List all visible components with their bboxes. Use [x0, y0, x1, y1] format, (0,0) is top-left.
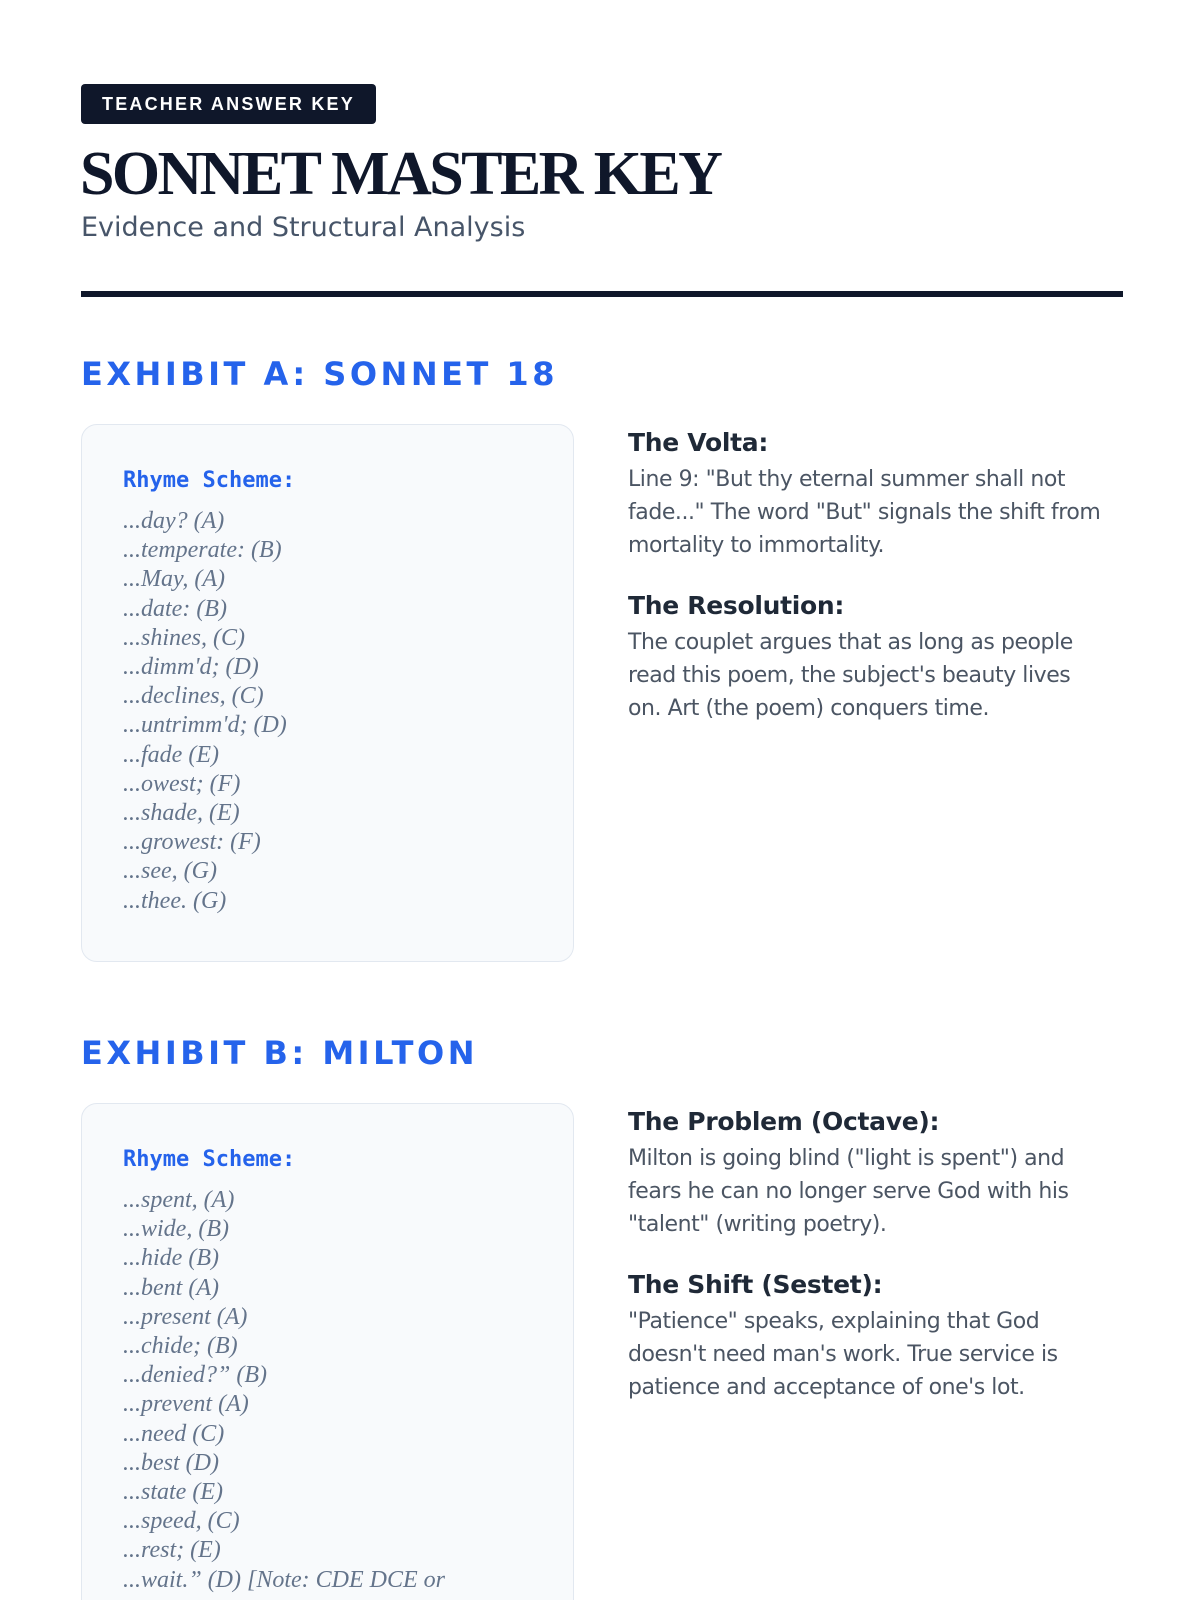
- rhyme-line: ...see, (G): [123, 858, 217, 885]
- analysis-text: Milton is going blind ("light is spent") and fears he can no longer serve God with his "talent" (writing poetry).: [628, 1146, 1069, 1237]
- rhyme-line: ...bent (A): [123, 1274, 219, 1301]
- analysis-volta: [628, 427, 1128, 562]
- exhibit-a-rhyme-scheme-card: [81, 424, 574, 962]
- rhyme-line: ...prevent (A): [123, 1391, 249, 1418]
- rhyme-line: ...need (C): [123, 1420, 225, 1447]
- exhibit-b-rhyme-scheme-card: [81, 1103, 574, 1600]
- rhyme-line: ...growest: (F): [123, 829, 261, 856]
- rhyme-line: ...chide; (B): [123, 1333, 238, 1360]
- rhyme-line: ...wait.” (D) [Note: CDE DCE or: [123, 1566, 446, 1593]
- rhyme-line: ...temperate: (B): [123, 537, 282, 564]
- exhibit-a-heading: EXHIBIT A: SONNET 18: [81, 355, 558, 393]
- rhyme-line: ...dimm'd; (D): [123, 654, 259, 681]
- rhyme-line: ...shines, (C): [123, 624, 245, 651]
- analysis-heading: The Shift (Sestet):: [628, 1270, 883, 1299]
- rhyme-line: ...wide, (B): [123, 1216, 229, 1243]
- rhyme-line: ...fade (E): [123, 741, 219, 768]
- rhyme-line: ...shade, (E): [123, 800, 240, 827]
- rhyme-line: ...May, (A): [123, 566, 225, 593]
- analysis-problem-octave: [628, 1106, 1128, 1241]
- rhyme-scheme-label: Rhyme Scheme:: [123, 468, 296, 493]
- page-title: SONNET MASTER KEY: [80, 140, 721, 208]
- rhyme-line: ...untrimm'd; (D): [123, 712, 287, 739]
- exhibit-b-analysis: [628, 1106, 1128, 1432]
- exhibit-a-analysis: [628, 427, 1128, 753]
- header-divider: [81, 291, 1123, 297]
- rhyme-line: ...owest; (F): [123, 770, 241, 797]
- rhyme-line: ...speed, (C): [123, 1508, 240, 1535]
- analysis-resolution: [628, 590, 1128, 725]
- page-subtitle: Evidence and Structural Analysis: [81, 212, 526, 243]
- analysis-shift-sestet: [628, 1269, 1128, 1404]
- rhyme-line: ...hide (B): [123, 1245, 219, 1272]
- rhyme-line: ...present (A): [123, 1303, 248, 1330]
- rhyme-scheme-label: Rhyme Scheme:: [123, 1147, 296, 1172]
- rhyme-line: ...best (D): [123, 1449, 219, 1476]
- rhyme-line: ...thee. (G): [123, 887, 227, 914]
- analysis-heading: The Volta:: [628, 428, 769, 457]
- analysis-heading: The Resolution:: [628, 591, 845, 620]
- rhyme-line: ...spent, (A): [123, 1187, 235, 1213]
- rhyme-line: ...denied?” (B): [123, 1362, 267, 1389]
- analysis-heading: The Problem (Octave):: [628, 1107, 940, 1136]
- analysis-text: "Patience" speaks, explaining that God doesn't need man's work. True service is patience and acceptance of one's lot.: [628, 1309, 1058, 1400]
- rhyme-line: ...rest; (E): [123, 1537, 221, 1564]
- exhibit-b-heading: EXHIBIT B: MILTON: [81, 1034, 478, 1072]
- rhyme-line: ...declines, (C): [123, 683, 264, 710]
- rhyme-scheme-list: [123, 1186, 533, 1595]
- rhyme-scheme-list: [123, 507, 533, 916]
- teacher-answer-key-badge: TEACHER ANSWER KEY: [81, 84, 376, 124]
- rhyme-line: ...state (E): [123, 1479, 223, 1506]
- analysis-text: Line 9: "But thy eternal summer shall not fade..." The word "But" signals the shift from mortality to immortality.: [628, 467, 1101, 558]
- rhyme-line: ...date: (B): [123, 595, 227, 622]
- rhyme-line: ...day? (A): [123, 508, 225, 534]
- analysis-text: The couplet argues that as long as people read this poem, the subject's beauty lives on. Art (the poem) conquers time.: [628, 630, 1073, 721]
